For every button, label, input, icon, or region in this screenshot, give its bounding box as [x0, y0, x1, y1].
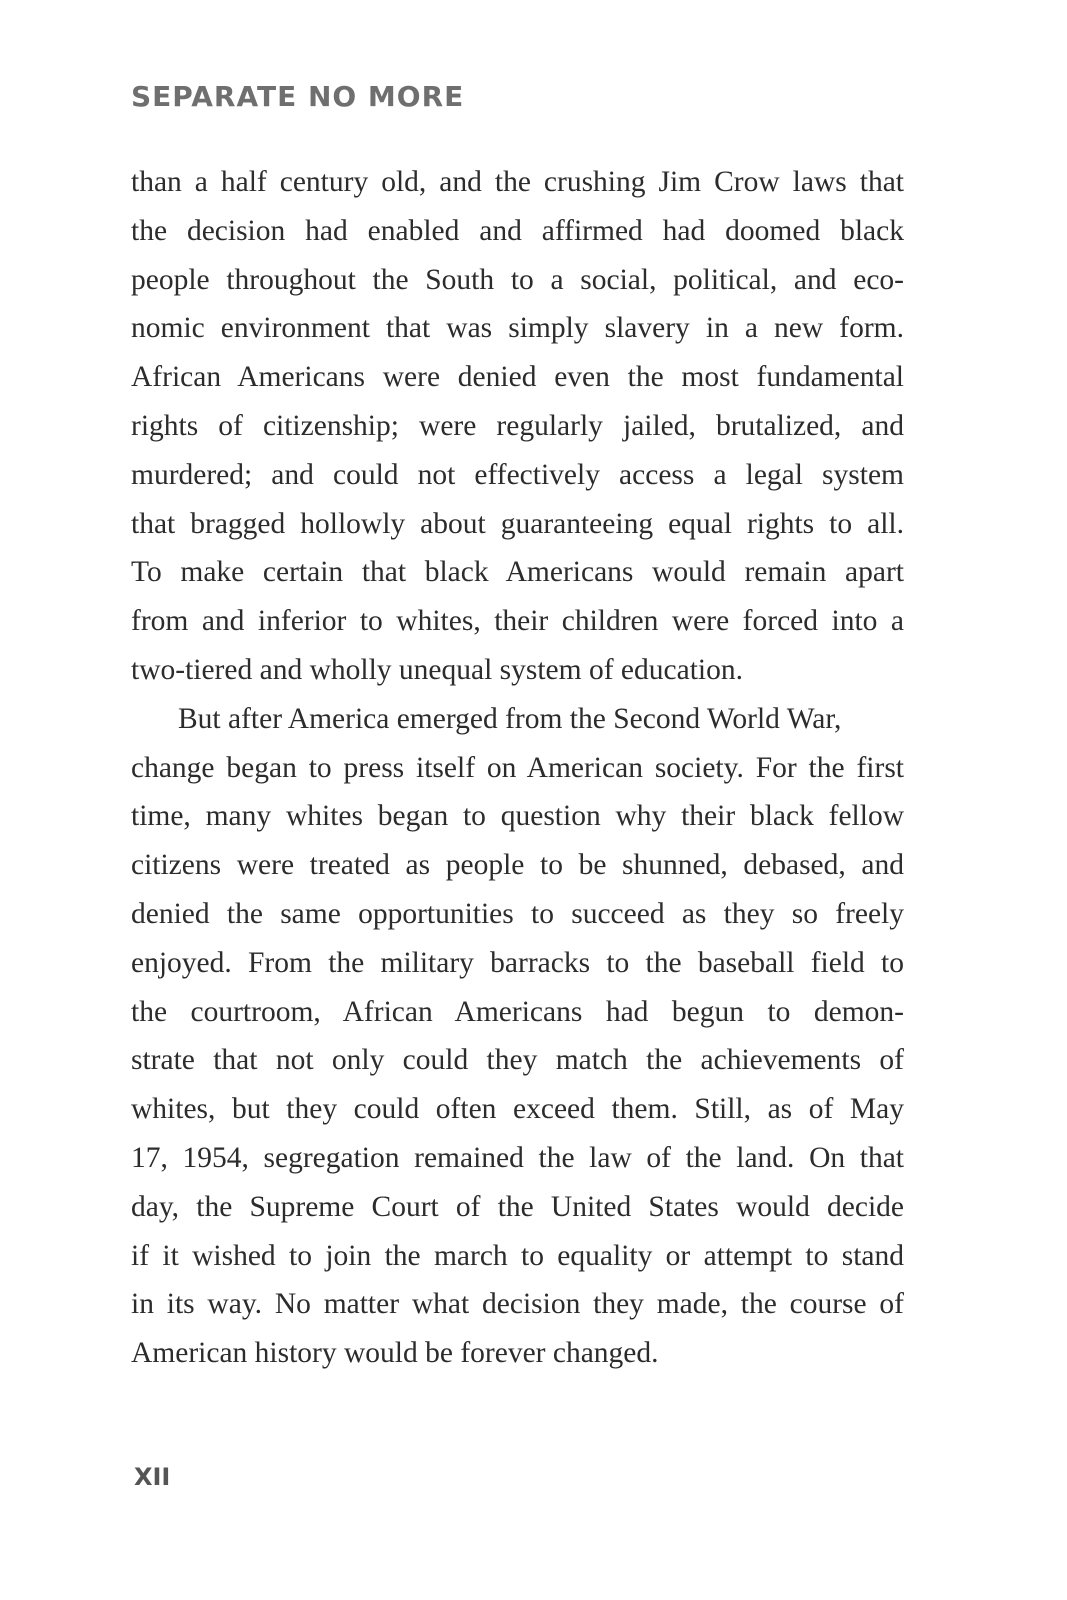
- text-line: time, many whites began to question why their black fellow: [131, 800, 904, 833]
- page-number: XII: [134, 1463, 171, 1491]
- text-line: people throughout the South to a social, political, and eco-: [131, 263, 904, 296]
- text-line: But after America emerged from the Second World War,: [178, 702, 842, 735]
- text-line: citizens were treated as people to be shunned, debased, and: [131, 849, 904, 882]
- text-line: denied the same opportunities to succeed as they so freely: [131, 897, 904, 930]
- text-line: if it wished to join the march to equality or attempt to stand: [131, 1239, 904, 1272]
- body-text: [131, 158, 904, 1378]
- text-line: whites, but they could often exceed them. Still, as of May: [131, 1093, 904, 1126]
- text-line: that bragged hollowly about guaranteeing equal rights to all.: [131, 507, 904, 540]
- text-line: the courtroom, African Americans had begun to demon-: [131, 995, 904, 1028]
- text-line: American history would be forever changed.: [131, 1337, 659, 1370]
- text-line: 17, 1954, segregation remained the law of the land. On that: [131, 1141, 904, 1174]
- text-line: nomic environment that was simply slavery in a new form.: [131, 312, 904, 345]
- running-head: SEPARATE NO MORE: [131, 80, 465, 113]
- text-line: strate that not only could they match the achievements of: [131, 1044, 904, 1077]
- text-line: the decision had enabled and affirmed had doomed black: [131, 214, 904, 247]
- text-line: African Americans were denied even the most fundamental: [131, 361, 904, 394]
- text-line: in its way. No matter what decision they made, the course of: [131, 1288, 904, 1321]
- text-line: day, the Supreme Court of the United States would decide: [131, 1190, 904, 1223]
- text-line: two-tiered and wholly unequal system of education.: [131, 653, 743, 686]
- text-line: To make certain that black Americans would remain apart: [131, 556, 904, 589]
- text-line: from and inferior to whites, their children were forced into a: [131, 605, 904, 638]
- text-line: murdered; and could not effectively access a legal system: [131, 458, 904, 491]
- text-line: enjoyed. From the military barracks to the baseball field to: [131, 946, 904, 979]
- text-line: than a half century old, and the crushing Jim Crow laws that: [131, 166, 904, 198]
- text-line: change began to press itself on American society. For the first: [131, 751, 904, 784]
- text-line: rights of citizenship; were regularly jailed, brutalized, and: [131, 409, 904, 442]
